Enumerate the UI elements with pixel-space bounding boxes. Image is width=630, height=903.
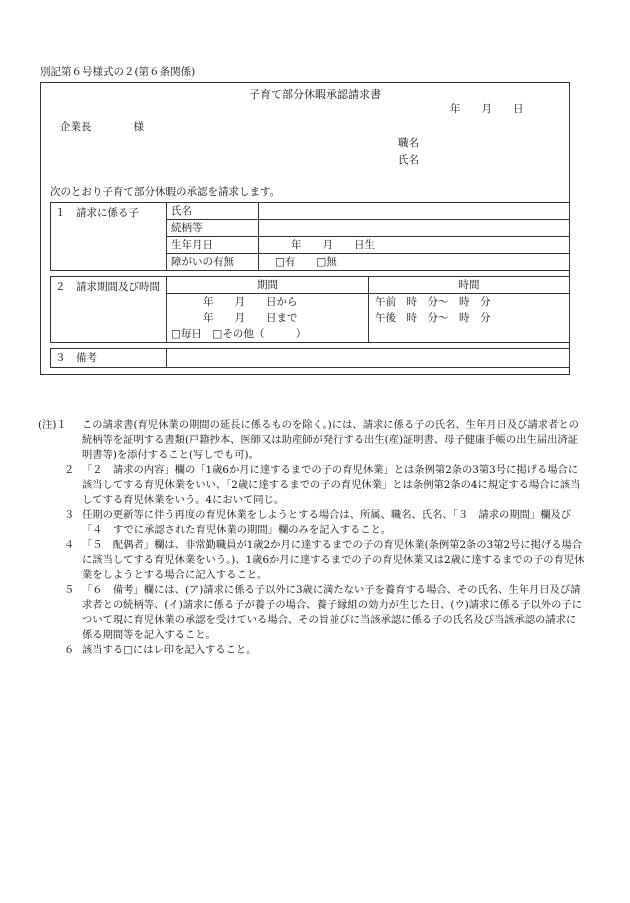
addressee: 企業長 様	[60, 121, 144, 133]
section3-label: ３ 備考	[51, 349, 167, 368]
note-item	[38, 418, 586, 463]
intro-text: 次のとおり子育て部分休暇の承認を請求します。	[50, 186, 281, 198]
child-name-label: 氏名	[167, 203, 259, 220]
note-text: 該当する□にはレ印を記入すること。	[82, 644, 257, 656]
child-table	[50, 202, 570, 271]
section1-label: １ 請求に係る子	[51, 203, 167, 271]
section2-label: ２ 請求期間及び時間	[51, 277, 167, 343]
date-line: 年 月 日	[450, 103, 524, 115]
birthdate-field[interactable]: 年 月 日生	[259, 237, 570, 254]
time-header: 時間	[369, 277, 570, 294]
notes	[38, 418, 586, 658]
period-to-field[interactable]: 年 月 日まで	[167, 310, 369, 326]
note-item	[38, 508, 586, 538]
relation-field[interactable]	[259, 220, 570, 237]
page-title: 子育て部分休暇承認請求書	[249, 88, 381, 101]
note-text: この請求書(育児休業の期間の延長に係るものを除く。)には、請求に係る子の氏名、生年月日及び請求者との続柄等を証明する書類(戸籍抄本、医師又は助産師が発行する出生(産)証明書、母子健康手帳の出生届出済証明書等)を添付すること(写しでも可)。	[82, 419, 579, 461]
note-number: ６	[64, 644, 75, 656]
time-blank	[369, 326, 570, 343]
disability-checkboxes[interactable]: □有 □無	[259, 254, 570, 271]
birthdate-label: 生年月日	[167, 237, 259, 254]
remarks-field[interactable]	[167, 349, 570, 368]
note-text: 任期の更新等に伴う再度の育児休業をしようとする場合は、所属、職名、氏名、「３ 請求の期間」欄及び「４ すでに承認された育児休業の期間」欄のみを記入すること。	[82, 509, 572, 536]
note-item	[38, 643, 586, 658]
note-number: ４	[64, 539, 75, 551]
period-table	[50, 276, 570, 343]
note-number: ５	[64, 584, 75, 596]
time-am-field[interactable]: 午前 時 分～ 時 分	[369, 294, 570, 311]
note-item	[38, 463, 586, 508]
disability-label: 障がいの有無	[167, 254, 259, 271]
note-number: (注)１	[38, 419, 67, 431]
note-text: 「６ 備考」欄には、(ア)請求に係る子以外に3歳に満たない子を養育する場合、その氏名、生年月日及び請求者との続柄等、(イ)請求に係る子が養子の場合、養子縁組の効力が生じた日、(ウ)請求に係る子以外の子について現に育児休業の承認を受けている場合、その旨並びに当該承認に係る子の氏名及び当該承認の請求に係る期間等を記入すること。	[82, 584, 583, 641]
period-from-field[interactable]: 年 月 日から	[167, 294, 369, 311]
note-number: ２	[64, 464, 75, 476]
form-id: 別記第６号様式の２(第６条関係)	[40, 66, 196, 78]
note-number: ３	[64, 509, 75, 521]
name-label: 氏名	[398, 154, 419, 166]
relation-label: 続柄等	[167, 220, 259, 237]
frequency-checkboxes[interactable]: □毎日 □その他（ ）	[167, 326, 369, 343]
remarks-table	[50, 348, 570, 368]
note-text: 「５ 配偶者」欄は、非常勤職員が1歳2か月に達するまでの子の育児休業(条例第2条の3第2号に掲げる場合に該当してする育児休業をいう。)、1歳6か月に達するまでの子の育児休業又は2歳に達するまでの子の育児休業をしようとする場合に記入すること。	[82, 539, 585, 581]
note-item	[38, 538, 586, 583]
time-pm-field[interactable]: 午後 時 分～ 時 分	[369, 310, 570, 326]
note-text: 「２ 請求の内容」欄の「1歳6か月に達するまでの子の育児休業」とは条例第2条の3第3号に掲げる場合に該当してする育児休業をいい、「2歳に達するまでの子の育児休業」とは条例第2条の4に規定する場合に該当してする育児休業をいう。4において同じ。	[82, 464, 581, 506]
note-item	[38, 583, 586, 643]
position-label: 職名	[398, 137, 419, 149]
period-header: 期間	[167, 277, 369, 294]
child-name-field[interactable]	[259, 203, 570, 220]
